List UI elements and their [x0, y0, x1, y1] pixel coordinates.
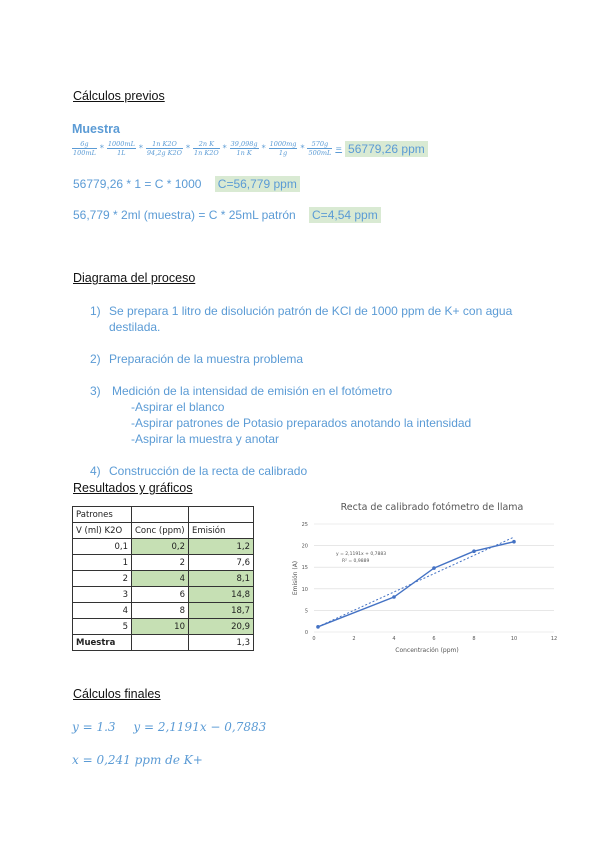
formula-fraction: $\frac{6g}{100mL}$ [73, 140, 96, 157]
x-tick-label: 2 [352, 636, 356, 642]
y-tick-label: 25 [301, 522, 308, 528]
x-tick-label: 6 [432, 636, 436, 642]
data-point [472, 549, 476, 553]
formula-fraction: $\frac{\text{1n K2O}}{\text{94,2g K2O}}$ [146, 140, 182, 157]
regression-equation: y = 2,1191x − 0,7883 [133, 720, 267, 734]
x-tick-label: 0 [312, 636, 316, 642]
formula-fraction: $\frac{570g}{500mL}$ [308, 140, 332, 157]
data-point [392, 595, 396, 599]
step-text-continued: destilada. [109, 320, 161, 334]
process-step-4 [90, 463, 307, 479]
table-row: 5 10 20,9 [73, 619, 254, 635]
muestra-row [73, 635, 254, 651]
chart-title: Recta de calibrado fotómetro de llama [340, 502, 524, 513]
x-tick-label: 12 [550, 636, 558, 642]
formula-operator: * [261, 144, 266, 153]
dilution-result-1: C=56,779 ppm [215, 176, 300, 192]
process-substep-1: -Aspirar el blanco [131, 400, 225, 414]
table-row: 2 4 8,1 [73, 571, 254, 587]
final-equation-line-1 [72, 720, 266, 734]
dilution-line-1 [73, 177, 300, 191]
measured-emission: y = 1.3 [72, 720, 116, 734]
x-tick-label: 8 [472, 636, 476, 642]
step-text: Construcción de la recta de calibrado [109, 464, 308, 478]
muestra-label: Muestra [73, 635, 132, 651]
data-point [316, 625, 320, 629]
section-heading-calculos-previos: Cálculos previos [73, 89, 165, 103]
step-number: 1) [90, 304, 101, 318]
formula-operator: * [138, 144, 143, 153]
table-row: 3 6 14,8 [73, 587, 254, 603]
section-heading-diagrama: Diagrama del proceso [73, 271, 196, 285]
section-heading-resultados: Resultados y gráficos [73, 481, 193, 495]
x-tick-label: 10 [510, 636, 518, 642]
table-row: 1 2 7,6 [73, 555, 254, 571]
patrones-table [72, 506, 254, 651]
final-result: x = 0,241 ppm de K+ [72, 753, 203, 767]
muestra-title: Muestra [72, 122, 120, 136]
calibration-chart [284, 494, 574, 660]
step-text: Preparación de la muestra problema [109, 352, 304, 366]
x-axis-ticks [312, 636, 557, 642]
step-number: 3) [90, 384, 101, 398]
header-concentration: Conc (ppm) [132, 523, 189, 539]
formula-operator: * [300, 144, 305, 153]
y-tick-label: 20 [301, 543, 308, 550]
formula-fraction: $\frac{\text{2n K}}{\text{1n K2O}}$ [193, 140, 219, 157]
y-tick-label: 0 [304, 630, 308, 636]
step-number: 2) [90, 352, 101, 366]
y-tick-label: 10 [301, 586, 308, 593]
step-text: Se prepara 1 litro de disolución patrón de KCl de 1000 ppm de K+ con agua [109, 304, 513, 318]
dilution-line-2 [73, 208, 381, 222]
dilution-equation-2: 56,779 * 2ml (muestra) = C * 25mL patrón [73, 208, 296, 222]
process-step-3 [90, 383, 392, 399]
y-axis-ticks [302, 522, 308, 636]
x-axis-label: Concentración (ppm) [395, 647, 459, 654]
x-tick-label: 4 [392, 636, 396, 642]
process-substep-2: -Aspirar patrones de Potasio preparados anotando la intensidad [131, 416, 472, 430]
data-point [432, 566, 436, 570]
formula-equals: = [335, 144, 343, 153]
dilution-equation-1: 56779,26 * 1 = C * 1000 [73, 177, 202, 191]
trendline-equation: y = 2,1191x + 0,7883 [336, 552, 387, 557]
process-step-2 [90, 351, 303, 367]
formula-result: 56779,26 ppm [345, 141, 428, 157]
formula-operator: * [185, 144, 190, 153]
section-heading-calculos-finales: Cálculos finales [73, 687, 161, 701]
concentration-formula [72, 138, 428, 157]
formula-fraction: $\frac{1000mg}{1g}$ [269, 140, 297, 157]
y-tick-label: 15 [301, 565, 308, 572]
trendline-r2: R² = 0,9889 [342, 559, 370, 564]
table-title: Patrones [73, 507, 132, 523]
y-axis-label: Emisión (A) [292, 560, 299, 596]
dilution-result-2: C=4,54 ppm [309, 207, 381, 223]
muestra-value: 1,3 [189, 635, 254, 651]
formula-fraction: $\frac{1000mL}{1L}$ [107, 140, 135, 157]
table-row: 4 8 18,7 [73, 603, 254, 619]
y-tick-label: 5 [304, 608, 308, 615]
formula-operator: * [99, 144, 104, 153]
table-row: 0,1 0,2 1,2 [73, 539, 254, 555]
process-step-1 [90, 303, 530, 335]
process-substep-3: -Aspirar la muestra y anotar [131, 432, 280, 446]
step-text: Medición de la intensidad de emisión en el fotómetro [112, 384, 393, 398]
data-point [512, 540, 516, 544]
step-number: 4) [90, 464, 101, 478]
formula-fraction: $\frac{39,098g}{\text{1n K}}$ [230, 140, 258, 157]
formula-operator: * [222, 144, 227, 153]
header-emission: Emisión [189, 523, 254, 539]
chart-grid [314, 524, 554, 632]
header-volume: V (ml) K2O [73, 523, 132, 539]
